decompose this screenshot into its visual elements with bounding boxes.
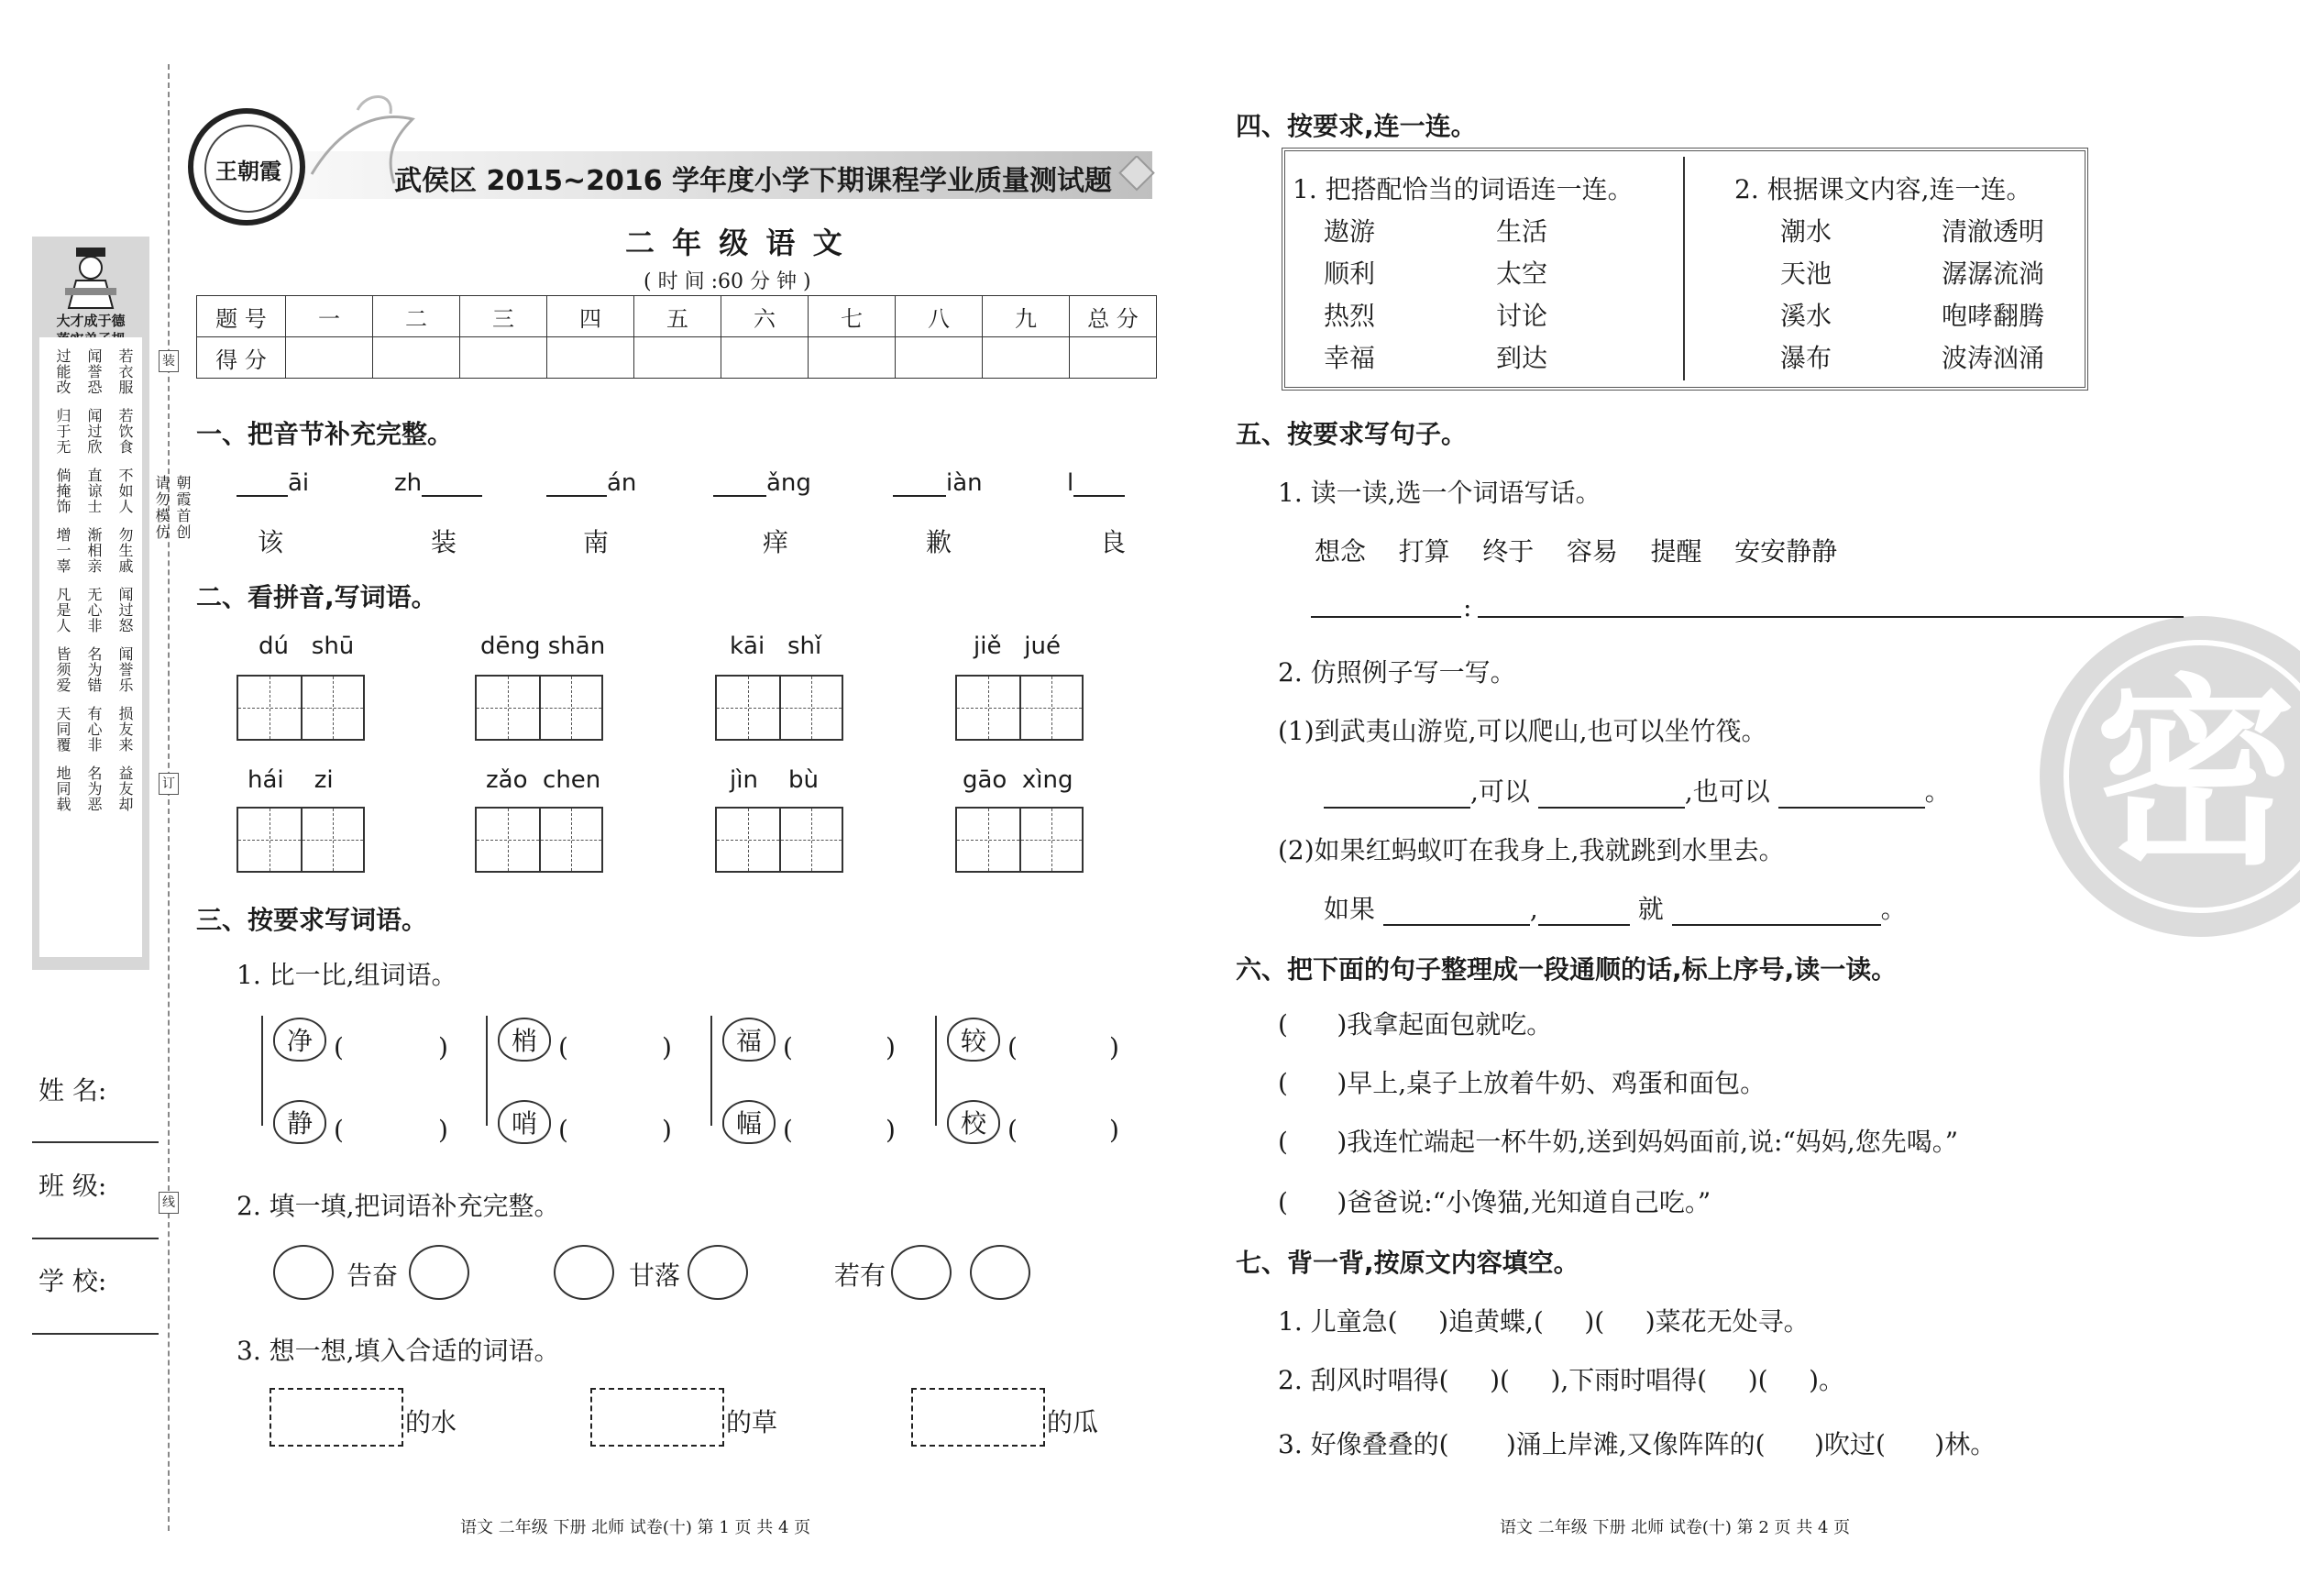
maxim-column: 天同覆 — [54, 706, 72, 753]
paren-open: ( — [1007, 1032, 1018, 1062]
maxim-column: 过能改 — [54, 348, 72, 395]
class-input-line[interactable] — [32, 1238, 159, 1239]
syllable-item-2: zh — [394, 469, 482, 497]
score-header-7: 七 — [809, 296, 896, 337]
fill-line[interactable] — [1324, 783, 1470, 809]
word-fill-box[interactable] — [590, 1388, 724, 1447]
recite-line-2: 2. 刮风时唱得( )( ),下雨时唱得( )( )。 — [1278, 1365, 1845, 1395]
word-fill-1: 的水 — [405, 1407, 457, 1437]
match-word[interactable]: 讨论 — [1496, 301, 1548, 331]
score-cell[interactable] — [721, 337, 809, 379]
idiom-blank-circle[interactable] — [554, 1245, 614, 1300]
match-word[interactable]: 遨游 — [1324, 216, 1376, 247]
writing-grid[interactable] — [237, 807, 365, 873]
section3-title: 三、按要求写词语。 — [196, 905, 428, 935]
maxim-column: 损友来 — [116, 706, 134, 753]
paren-open: ( — [334, 1032, 344, 1062]
pinyin-8: gāo xìng — [963, 766, 1073, 794]
pair-bracket — [486, 1016, 488, 1126]
pinyin-4: jiě jué — [974, 633, 1061, 660]
sentence-line[interactable] — [1478, 616, 2184, 618]
word-choice: 终于 — [1482, 536, 1535, 567]
recite-line-1: 1. 儿童急( )追黄蝶,( )( )菜花无处寻。 — [1278, 1306, 1810, 1337]
syllable-blank[interactable] — [546, 471, 607, 497]
score-header-9: 九 — [983, 296, 1070, 337]
maxim-group — [52, 408, 135, 455]
score-header-4: 四 — [547, 296, 634, 337]
seal-char-1: 装 — [159, 350, 179, 372]
syllable-char-2: 装 — [431, 527, 457, 557]
match-word[interactable]: 太空 — [1496, 259, 1548, 289]
section3-q2: 2. 填一填,把词语补充完整。 — [237, 1191, 560, 1221]
maxim-column: 益友却 — [116, 765, 134, 812]
pinyin-3: kāi shǐ — [730, 633, 822, 660]
writing-grid[interactable] — [475, 675, 603, 741]
idiom-blank-circle[interactable] — [409, 1245, 469, 1300]
match-word[interactable]: 热烈 — [1324, 301, 1376, 331]
score-header-label: 题 号 — [197, 296, 286, 337]
char-petal: 净 — [273, 1018, 326, 1062]
example-1-fill: ,可以 ,也可以 。 — [1324, 772, 1951, 809]
pair-bracket — [261, 1016, 263, 1126]
score-table — [196, 295, 1157, 379]
score-row-label: 得 分 — [197, 337, 286, 379]
syllable-blank[interactable] — [1073, 471, 1125, 497]
syllable-blank[interactable] — [422, 471, 482, 497]
maxim-group — [52, 587, 135, 633]
maxim-column: 闻过欣 — [85, 408, 103, 455]
pinyin-1: dú shū — [259, 633, 355, 660]
score-cell[interactable] — [286, 337, 373, 379]
syllable-blank[interactable] — [713, 471, 766, 497]
score-header-total: 总 分 — [1070, 296, 1157, 337]
exam-time: ( 时 间 :60 分 钟 ) — [644, 270, 811, 293]
score-header-3: 三 — [460, 296, 547, 337]
maxim-column: 渐相亲 — [85, 527, 103, 574]
score-cell[interactable] — [373, 337, 460, 379]
score-cell[interactable] — [983, 337, 1070, 379]
syllable-char-5: 歉 — [926, 527, 952, 557]
writing-grid[interactable] — [715, 675, 843, 741]
syllable-item-1: āi — [237, 469, 309, 497]
order-blank[interactable]: ( ) — [1278, 1009, 1348, 1040]
maxim-group — [52, 765, 135, 812]
char-petal: 福 — [722, 1018, 776, 1062]
paren-close: ) — [662, 1115, 672, 1145]
maxim-column: 直谅士 — [85, 468, 103, 514]
order-sentence-1: ( )我拿起面包就吃。 — [1278, 1009, 1553, 1040]
colon: : — [1463, 592, 1472, 622]
matching-box — [1282, 148, 2088, 391]
match-word[interactable]: 波涛汹涌 — [1942, 343, 2045, 373]
school-input-line[interactable] — [32, 1333, 159, 1335]
maxims-list — [52, 348, 135, 825]
writing-grid[interactable] — [475, 807, 603, 873]
match-word[interactable]: 清澈透明 — [1942, 216, 2045, 247]
idiom-3-text: 若有 — [834, 1260, 886, 1291]
sidebar-maxims-box — [39, 337, 142, 957]
maxim-column: 倘掩饰 — [54, 468, 72, 514]
syllable-blank[interactable] — [893, 471, 946, 497]
fill-line[interactable] — [1538, 783, 1685, 809]
score-table-header-row — [197, 296, 1157, 337]
idiom-2-text: 甘落 — [629, 1260, 681, 1291]
syllable-blank[interactable] — [237, 471, 288, 497]
paren-close: ) — [886, 1115, 896, 1145]
score-header-8: 八 — [896, 296, 983, 337]
writing-grid[interactable] — [237, 675, 365, 741]
diamond-pattern-icon — [1118, 156, 1155, 193]
paren-close: ) — [886, 1032, 896, 1062]
section3-q3: 3. 想一想,填入合适的词语。 — [237, 1336, 560, 1366]
char-petal: 幅 — [722, 1100, 776, 1144]
pair-bracket — [935, 1016, 937, 1126]
word-choice: 容易 — [1566, 536, 1618, 567]
binding-dashed-line — [168, 64, 170, 1531]
syllable-item-3: án — [546, 469, 636, 497]
pinyin-7: jìn bù — [730, 766, 819, 794]
word-choice: 打算 — [1398, 536, 1450, 567]
order-sentence-4: ( )爸爸说:“小馋猫,光知道自己吃。” — [1278, 1187, 1711, 1217]
order-blank[interactable]: ( ) — [1278, 1187, 1348, 1217]
char-petal: 校 — [947, 1100, 1000, 1144]
match-right-title: 2. 根据课文内容,连一连。 — [1734, 174, 2032, 204]
footer-left: 语文 二年级 下册 北师 试卷(十) 第 1 页 共 4 页 — [460, 1518, 811, 1537]
word-choice: 想念 — [1315, 536, 1367, 567]
score-cell[interactable] — [1070, 337, 1157, 379]
maxim-group — [52, 527, 135, 574]
syllable-item-5: iàn — [893, 469, 983, 497]
maxim-column: 有心非 — [85, 706, 103, 753]
score-cell[interactable] — [896, 337, 983, 379]
section5-q1: 1. 读一读,选一个词语写话。 — [1278, 478, 1601, 508]
score-header-2: 二 — [373, 296, 460, 337]
fill-line[interactable] — [1778, 783, 1925, 809]
match-word[interactable]: 瀑布 — [1780, 343, 1832, 373]
matching-divider — [1683, 157, 1685, 380]
pinyin-5: hái zi — [248, 766, 334, 794]
wangzhaoxia-logo: 王朝霞 — [188, 108, 305, 226]
section6-title: 六、把下面的句子整理成一段通顺的话,标上序号,读一读。 — [1236, 954, 1898, 985]
paren-open: ( — [558, 1032, 568, 1062]
maxim-column: 若饮食 — [116, 408, 134, 455]
char-petal: 梢 — [498, 1018, 551, 1062]
fill-line[interactable] — [1538, 900, 1630, 926]
word-fill-box[interactable] — [270, 1388, 403, 1447]
syllable-item-6: l — [1067, 469, 1125, 497]
scholar-figure-icon — [60, 244, 122, 312]
match-left-title: 1. 把搭配恰当的词语连一连。 — [1293, 174, 1634, 204]
maxim-column: 勿生戚 — [116, 527, 134, 574]
paren-open: ( — [783, 1032, 793, 1062]
fill-line[interactable] — [1672, 900, 1881, 926]
maxim-column: 闻过怒 — [116, 587, 134, 633]
syllable-char-6: 良 — [1100, 527, 1127, 557]
example-1: (1)到武夷山游览,可以爬山,也可以坐竹筏。 — [1278, 716, 1767, 746]
order-blank[interactable]: ( ) — [1278, 1068, 1348, 1098]
seal-char-2: 订 — [159, 773, 179, 795]
recite-line-3: 3. 好像叠叠的( )涌上岸滩,又像阵阵的( )吹过( )林。 — [1278, 1429, 1997, 1459]
sidebar-motto: 大才成于德 — [56, 313, 126, 329]
idiom-blank-circle[interactable] — [273, 1245, 334, 1300]
score-cell[interactable] — [547, 337, 634, 379]
match-word[interactable]: 幸福 — [1324, 343, 1376, 373]
word-choice: 安安静静 — [1734, 536, 1838, 567]
score-cell[interactable] — [809, 337, 896, 379]
syllable-char-3: 南 — [583, 527, 610, 557]
maxim-group — [52, 706, 135, 753]
footer-right: 语文 二年级 下册 北师 试卷(十) 第 2 页 共 4 页 — [1500, 1518, 1851, 1537]
section7-title: 七、背一背,按原文内容填空。 — [1236, 1248, 1579, 1278]
maxim-group — [52, 348, 135, 395]
match-word[interactable]: 顺利 — [1324, 259, 1376, 289]
maxim-column: 闻誉乐 — [116, 646, 134, 693]
score-header-5: 五 — [634, 296, 721, 337]
maxim-column: 归于无 — [54, 408, 72, 455]
paren-open: ( — [334, 1115, 344, 1145]
score-table-score-row — [197, 337, 1157, 379]
score-header-1: 一 — [286, 296, 373, 337]
example-2-fill: 如果 , 就 。 — [1324, 894, 1907, 924]
writing-grid[interactable] — [955, 807, 1084, 873]
paren-open: ( — [783, 1115, 793, 1145]
maxim-group — [52, 468, 135, 514]
secret-watermark: 密 — [2040, 616, 2300, 937]
maxim-column: 皆须爱 — [54, 646, 72, 693]
idiom-blank-circle[interactable] — [970, 1245, 1030, 1300]
paren-close: ) — [438, 1115, 448, 1145]
order-blank[interactable]: ( ) — [1278, 1127, 1348, 1157]
paren-close: ) — [662, 1032, 672, 1062]
section1-title: 一、把音节补充完整。 — [196, 419, 454, 449]
fill-line[interactable] — [1383, 900, 1530, 926]
name-input-line[interactable] — [32, 1141, 159, 1143]
maxim-column: 名为恶 — [85, 765, 103, 812]
match-word[interactable]: 到达 — [1496, 343, 1548, 373]
match-word[interactable]: 潺潺流淌 — [1942, 259, 2045, 289]
score-cell[interactable] — [460, 337, 547, 379]
char-petal: 静 — [273, 1100, 326, 1144]
class-label: 班 级: — [39, 1171, 107, 1201]
word-choice: 提醒 — [1650, 536, 1702, 567]
score-header-6: 六 — [721, 296, 809, 337]
section5-q2: 2. 仿照例子写一写。 — [1278, 657, 1516, 688]
paren-open: ( — [1007, 1115, 1018, 1145]
char-petal: 哨 — [498, 1100, 551, 1144]
idiom-blank-circle[interactable] — [688, 1245, 748, 1300]
idiom-1-text: 告奋 — [347, 1260, 399, 1291]
writing-grid[interactable] — [715, 807, 843, 873]
syllable-char-4: 痒 — [763, 527, 789, 557]
sidebar-maxims-panel — [32, 237, 149, 970]
paren-close: ) — [1109, 1032, 1119, 1062]
sidebar-side-note: 朝霞首创 请勿模仿 — [153, 475, 192, 541]
maxim-column: 凡是人 — [54, 587, 72, 633]
school-label: 学 校: — [39, 1266, 107, 1296]
seal-char-3: 线 — [159, 1192, 179, 1214]
char-petal: 较 — [947, 1018, 1000, 1062]
paren-open: ( — [558, 1115, 568, 1145]
chosen-word-line[interactable] — [1311, 616, 1461, 618]
paren-close: ) — [1109, 1115, 1119, 1145]
section5-title: 五、按要求写句子。 — [1236, 419, 1468, 449]
maxim-column: 增一辜 — [54, 527, 72, 574]
maxim-column: 闻誉恐 — [85, 348, 103, 395]
maxim-group — [52, 646, 135, 693]
match-word[interactable]: 潮水 — [1780, 216, 1832, 247]
syllable-item-4: ǎng — [713, 469, 811, 497]
pair-bracket — [710, 1016, 712, 1126]
pinyin-2: dēng shān — [480, 633, 606, 660]
maxim-column: 若衣服 — [116, 348, 134, 395]
score-cell[interactable] — [634, 337, 721, 379]
word-fill-2: 的草 — [726, 1407, 778, 1437]
maxim-column: 无心非 — [85, 587, 103, 633]
match-word[interactable]: 天池 — [1780, 259, 1832, 289]
match-word[interactable]: 咆哮翻腾 — [1942, 301, 2045, 331]
section2-title: 二、看拼音,写词语。 — [196, 582, 437, 612]
order-sentence-2: ( )早上,桌子上放着牛奶、鸡蛋和面包。 — [1278, 1068, 1766, 1098]
exam-subtitle: 二 年 级 语 文 — [625, 226, 846, 260]
maxim-column: 不如人 — [116, 468, 134, 514]
example-2: (2)如果红蚂蚁叮在我身上,我就跳到水里去。 — [1278, 835, 1785, 865]
section3-q1: 1. 比一比,组词语。 — [237, 960, 457, 990]
name-label: 姓 名: — [39, 1075, 107, 1106]
match-word[interactable]: 溪水 — [1780, 301, 1832, 331]
idiom-blank-circle[interactable] — [891, 1245, 952, 1300]
word-fill-3: 的瓜 — [1047, 1407, 1099, 1437]
maxim-column: 地同载 — [54, 765, 72, 812]
match-word[interactable]: 生活 — [1496, 216, 1548, 247]
paren-close: ) — [438, 1032, 448, 1062]
order-sentence-3: ( )我连忙端起一杯牛奶,送到妈妈面前,说:“妈妈,您先喝。” — [1278, 1127, 1959, 1157]
exam-title: 武侯区 2015~2016 学年度小学下期课程学业质量测试题 — [394, 165, 1113, 197]
writing-grid[interactable] — [955, 675, 1084, 741]
section4-title: 四、按要求,连一连。 — [1236, 111, 1477, 141]
word-fill-box[interactable] — [911, 1388, 1045, 1447]
pinyin-6: zǎo chen — [486, 766, 601, 794]
syllable-char-1: 该 — [258, 527, 284, 557]
word-choices — [1315, 532, 1837, 568]
maxim-column: 名为错 — [85, 646, 103, 693]
